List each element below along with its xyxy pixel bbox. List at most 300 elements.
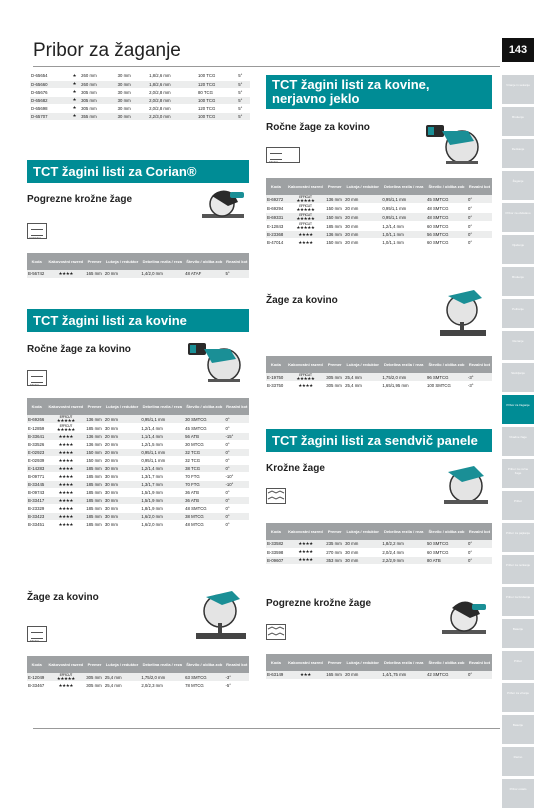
table-cell: D-65707: [30, 112, 68, 120]
table-cell: 0°: [467, 556, 492, 564]
header-divider: [33, 66, 500, 67]
table-row: [266, 382, 492, 390]
table-row: [30, 72, 250, 80]
table-cell: B-33750: [266, 382, 286, 390]
table-cell: 0°: [224, 497, 249, 505]
column-header: Debelina rezila / reza: [381, 356, 426, 373]
table-row: [27, 489, 249, 497]
table-cell: 136 mm: [325, 195, 344, 204]
table-cell: B-69294: [266, 204, 286, 213]
circular-saw-image: [440, 458, 492, 508]
table-cell: 305 mm: [85, 682, 104, 690]
plunge-saw-image-2: [438, 594, 492, 640]
table-cell: 48 MTCG: [184, 521, 224, 529]
column-header: Premer: [85, 253, 104, 270]
table-cell: 20 mm: [344, 239, 381, 247]
quality-rating-cell: ★★★★: [46, 465, 85, 473]
table-cell: B-33423: [27, 513, 46, 521]
table-cell: 165 mm: [85, 270, 104, 278]
table-cell: 165 mm: [325, 671, 344, 679]
side-tab[interactable]: Pribor za žaganje: [502, 395, 534, 424]
table-cell: B-33417: [27, 497, 46, 505]
table-cell: 5°: [237, 104, 250, 112]
column-header: Rezalni kot: [467, 178, 492, 195]
quality-rating-cell: ★★★★: [46, 433, 85, 441]
stainless-chop-saw-image: [436, 286, 490, 340]
quality-rating-cell: ★★★★: [46, 441, 85, 449]
quality-rating-cell: ★★★: [286, 671, 326, 679]
table-cell: 60 SMTCG: [426, 222, 467, 231]
sandwich-panel-icon: [266, 488, 286, 504]
table-header-row: [27, 656, 249, 673]
sandwich-subtitle: Krožne žage: [266, 463, 325, 474]
cordless-stainless-saw-image: [424, 117, 488, 169]
table-cell: 0°: [467, 213, 492, 222]
table-header-row: [266, 356, 492, 373]
table-cell: 150 mm: [325, 204, 344, 213]
table-row: [30, 112, 250, 120]
side-tab[interactable]: Rezanje: [502, 331, 534, 360]
quality-rating-cell: ★★★★: [46, 473, 85, 481]
table-row: [27, 465, 249, 473]
table-row: [266, 556, 492, 564]
side-tab[interactable]: Pribor: [502, 651, 534, 680]
table-cell: 1,0/1,1 mm: [381, 231, 426, 239]
table-cell: D-65654: [30, 72, 68, 80]
table-cell: E-14283: [27, 465, 46, 473]
column-header: Koda: [266, 178, 286, 195]
corian-subtitle: Pogrezne krožne žage: [27, 194, 133, 205]
table-cell: 38 MTCG: [184, 513, 224, 521]
quality-rating-cell: ★★★★: [46, 457, 85, 465]
quality-rating-cell: EFFICUT ★★★★★: [46, 415, 85, 424]
table-row: [27, 449, 249, 457]
table-row: [30, 104, 250, 112]
stainless-subtitle: Ročne žage za kovino: [266, 122, 370, 133]
table-cell: 1,8/1,9 mm: [140, 505, 184, 513]
table-cell: 20 mm: [104, 457, 141, 465]
table-cell: 0°: [467, 222, 492, 231]
table-cell: 136 mm: [85, 441, 104, 449]
table-cell: -3°: [224, 673, 249, 682]
table-row: [27, 473, 249, 481]
table-cell: 5°: [237, 80, 250, 88]
column-header: Debelina rezila / reza: [140, 656, 184, 673]
quality-rating-cell: EFFICUT ★★★★★: [46, 424, 85, 433]
side-tab[interactable]: Vrtanje in sekanje: [502, 75, 534, 104]
table-cell: 1,75/2,0 mm: [381, 373, 426, 382]
column-header: Koda: [266, 356, 286, 373]
plunge-spec-table: [266, 654, 492, 680]
column-header: Koda: [266, 523, 286, 540]
table-cell: 30 mm: [117, 112, 148, 120]
table-cell: 30 mm: [104, 473, 141, 481]
quality-rating-cell: ★: [68, 112, 80, 120]
table-cell: 70 FTG: [184, 473, 224, 481]
table-cell: 1,4/1,75 mm: [381, 671, 426, 679]
table-cell: 20 mm: [344, 204, 381, 213]
column-header: Luknja / reduktor: [104, 253, 141, 270]
table-cell: 5°: [224, 270, 249, 278]
table-cell: 80 ATB: [426, 556, 467, 564]
table-cell: 0°: [224, 465, 249, 473]
chop-saw-image: [192, 585, 250, 643]
side-tab[interactable]: Skobljanje: [502, 363, 534, 392]
table-row: [27, 457, 249, 465]
column-header: Koda: [266, 654, 286, 671]
table-cell: 5°: [237, 96, 250, 104]
table-cell: -3°: [467, 373, 492, 382]
table-row: [266, 373, 492, 382]
table-cell: B-23329: [27, 505, 46, 513]
table-cell: 136 mm: [85, 433, 104, 441]
table-cell: 60 SMTCG: [426, 239, 467, 247]
side-tab[interactable]: Pribor za brušenje: [502, 587, 534, 616]
table-row: [27, 682, 249, 690]
column-header: Koda: [27, 253, 46, 270]
column-header: Rezalni kot: [224, 398, 249, 415]
table-cell: 30 mm: [344, 548, 381, 556]
side-tab[interactable]: Pribor: [502, 491, 534, 520]
table-cell: B-33526: [27, 441, 46, 449]
table-cell: 0,95/1,1 mm: [140, 457, 184, 465]
table-cell: 150 mm: [325, 239, 344, 247]
table-row: [27, 673, 249, 682]
table-cell: 0°: [224, 513, 249, 521]
quality-rating-cell: ★★★★: [46, 489, 85, 497]
plunge-saw-image: [198, 184, 250, 224]
side-category-tabs: [502, 75, 534, 811]
table-row: [27, 497, 249, 505]
table-cell: 120 TCG: [197, 80, 237, 88]
table-cell: 1,8/2,2 mm: [381, 540, 426, 548]
stainless-title-line2: nerjavno jeklo: [272, 91, 360, 106]
table-cell: 0°: [467, 671, 492, 679]
table-cell: 0,95/1,1 mm: [140, 449, 184, 457]
table-cell: 0°: [224, 449, 249, 457]
quality-rating-cell: EFFICUT ★★★★★: [286, 195, 326, 204]
table-cell: 25,4 mm: [104, 682, 141, 690]
table-row: [27, 481, 249, 489]
page-title: Pribor za žaganje: [33, 40, 181, 61]
section-corian-title: TCT žagini listi za Corian®: [27, 160, 249, 183]
table-cell: 30 mm: [344, 222, 381, 231]
column-header: Rezalni kot: [467, 654, 492, 671]
page-header: [0, 0, 500, 72]
table-cell: D-65676: [30, 88, 68, 96]
plunge-subtitle: Pogrezne krožne žage: [266, 598, 372, 609]
stainless-spec-table: [266, 178, 492, 247]
side-tab[interactable]: Vbadne žage: [502, 427, 534, 456]
table-cell: 20 mm: [104, 449, 141, 457]
table-cell: 305 mm: [85, 673, 104, 682]
quality-rating-cell: ★★★★: [46, 521, 85, 529]
table-cell: 100 TCG: [197, 72, 237, 80]
side-tab[interactable]: Baterije: [502, 619, 534, 648]
table-cell: 30 mm: [344, 556, 381, 564]
table-cell: 2,0/2,3 mm: [140, 682, 184, 690]
metal-icon-label: METAL: [30, 383, 40, 387]
table-cell: 150 mm: [85, 457, 104, 465]
table-cell: 1,3/1,7 mm: [140, 473, 184, 481]
table-cell: 20 mm: [344, 213, 381, 222]
quality-rating-cell: EFFICUT ★★★★★: [286, 222, 326, 231]
table-cell: D-65660: [30, 80, 68, 88]
table-cell: 0°: [224, 424, 249, 433]
table-cell: 235 mm: [325, 540, 344, 548]
side-tab[interactable]: Pribor za pajkanje: [502, 523, 534, 552]
table-cell: 80 TCG: [197, 88, 237, 96]
table-cell: 96 SMTCG: [426, 373, 467, 382]
quality-rating-cell: ★★★★: [286, 548, 326, 556]
table-cell: 270 mm: [325, 548, 344, 556]
table-cell: 353 mm: [325, 556, 344, 564]
stainless-chop-spec-table: [266, 356, 492, 390]
table-cell: E-02939: [27, 457, 46, 465]
table-cell: B-69331: [266, 213, 286, 222]
column-header: Kakovostni razred: [46, 253, 85, 270]
table-cell: 20 mm: [104, 415, 141, 424]
table-cell: 1,4/2,0 mm: [140, 270, 184, 278]
column-header: Kakovostni razred: [286, 654, 326, 671]
table-cell: 0°: [224, 489, 249, 497]
table-cell: 30 mm: [104, 497, 141, 505]
table-cell: 1,8/2,6 mm: [148, 80, 197, 88]
footer-divider: [33, 728, 500, 729]
quality-rating-cell: ★★★★: [46, 270, 85, 278]
table-cell: 70 FTG: [184, 481, 224, 489]
quality-rating-cell: EFFICUT ★★★★★: [46, 673, 85, 682]
column-header: Premer: [325, 356, 344, 373]
table-cell: 56 SMTCG: [426, 231, 467, 239]
column-header: Luknja / reduktor: [344, 356, 381, 373]
quality-rating-cell: ★: [68, 72, 80, 80]
table-cell: D-65698: [30, 104, 68, 112]
column-header: Debelina rezila / reza: [381, 523, 426, 540]
cordless-metal-saw-image: [186, 335, 250, 387]
table-cell: 20 mm: [344, 231, 381, 239]
table-cell: 20 mm: [104, 433, 141, 441]
column-header: Kakovostni razred: [286, 178, 326, 195]
section-stainless-title: [266, 75, 492, 109]
table-cell: 0°: [224, 457, 249, 465]
table-cell: 30 mm: [104, 505, 141, 513]
table-cell: 1,2/1,4 mm: [140, 424, 184, 433]
table-cell: 0,95/1,1 mm: [381, 195, 426, 204]
table-cell: B-09771: [27, 473, 46, 481]
quality-rating-cell: ★★★★: [46, 682, 85, 690]
table-cell: 0°: [224, 415, 249, 424]
table-cell: 30 mm: [104, 513, 141, 521]
table-cell: 136 mm: [325, 231, 344, 239]
section-metal-title: TCT žagini listi za kovine: [27, 309, 249, 332]
table-row: [266, 239, 492, 247]
table-cell: -10°: [224, 473, 249, 481]
table-cell: 60 SMTCG: [426, 548, 467, 556]
table-row: [27, 424, 249, 433]
column-header: Luknja / reduktor: [344, 654, 381, 671]
stainless-chop-subtitle: Žage za kovino: [266, 295, 338, 306]
table-cell: 305 mm: [80, 96, 116, 104]
table-cell: 0°: [224, 505, 249, 513]
table-cell: 48 SMTCG: [426, 213, 467, 222]
table-cell: 45 SMTCG: [184, 424, 224, 433]
column-header: Kakovostni razred: [286, 356, 326, 373]
table-cell: B-33467: [27, 682, 46, 690]
table-cell: B-69272: [266, 195, 286, 204]
table-cell: B-33451: [27, 521, 46, 529]
column-header: Število / oblika zob: [426, 523, 467, 540]
table-cell: 2,0/2,8 mm: [148, 88, 197, 96]
table-cell: 1,6/2,0 mm: [140, 521, 184, 529]
table-cell: 30 mm: [104, 489, 141, 497]
column-header: Debelina rezila / reza: [140, 253, 184, 270]
quality-rating-cell: ★★★★: [286, 239, 326, 247]
column-header: Število / oblika zob: [184, 656, 224, 673]
side-tab[interactable]: Brušenje: [502, 107, 534, 136]
table-row: [266, 222, 492, 231]
table-cell: 20 mm: [344, 195, 381, 204]
table-cell: 48 ATAF: [184, 270, 224, 278]
table-cell: 0°: [224, 521, 249, 529]
column-header: Debelina rezila / reza: [140, 398, 184, 415]
table-cell: 30 SMTCG: [184, 415, 224, 424]
table-cell: 20 mm: [344, 671, 381, 679]
quality-rating-cell: ★: [68, 104, 80, 112]
table-cell: B-09607: [266, 556, 286, 564]
side-tab[interactable]: Pribor ostalo: [502, 779, 534, 808]
side-tab[interactable]: Pribor za obdelavo: [502, 203, 534, 232]
side-tab[interactable]: Brušenje: [502, 267, 534, 296]
table-cell: 305 mm: [325, 382, 344, 390]
table-cell: 0°: [467, 540, 492, 548]
table-cell: 20 mm: [104, 441, 141, 449]
side-tab[interactable]: Pribor za vrtanje: [502, 683, 534, 712]
table-cell: 2,0/2,8 mm: [148, 104, 197, 112]
table-cell: 100 SMTCG: [426, 382, 467, 390]
table-cell: 150 mm: [85, 449, 104, 457]
table-cell: 5°: [237, 88, 250, 96]
table-cell: 1,2/1,5 mm: [140, 441, 184, 449]
table-row: [266, 195, 492, 204]
table-cell: 30 mm: [104, 481, 141, 489]
table-row: [27, 521, 249, 529]
column-header: Debelina rezila / reza: [381, 178, 426, 195]
metal-chop-icon-label: METAL: [30, 639, 40, 643]
side-tab[interactable]: Pribor za rezkanje: [502, 555, 534, 584]
column-header: Rezalni kot: [467, 523, 492, 540]
column-header: Luknja / reduktor: [104, 656, 141, 673]
table-cell: -3°: [467, 382, 492, 390]
table-cell: E-02923: [27, 449, 46, 457]
table-cell: 45 SMTCG: [426, 195, 467, 204]
table-row: [266, 540, 492, 548]
column-header: Kakovostni razred: [286, 523, 326, 540]
quality-rating-cell: ★★★★: [286, 540, 326, 548]
table-cell: E-12843: [266, 222, 286, 231]
table-cell: 30 mm: [117, 80, 148, 88]
table-cell: 150 mm: [325, 213, 344, 222]
quality-rating-cell: ★★★★: [286, 556, 326, 564]
table-cell: 1,3/1,7 mm: [140, 481, 184, 489]
table-cell: 63 SMTCG: [184, 673, 224, 682]
table-cell: 0°: [467, 204, 492, 213]
table-cell: B-47014: [266, 239, 286, 247]
metal-circular-spec-table: [27, 398, 249, 529]
table-row: [30, 88, 250, 96]
table-cell: 305 mm: [80, 88, 116, 96]
table-cell: 185 mm: [325, 222, 344, 231]
table-cell: 30 mm: [117, 72, 148, 80]
table-row: [27, 433, 249, 441]
side-tab[interactable]: Razno: [502, 747, 534, 776]
table-cell: 100 TCG: [197, 112, 237, 120]
continued-spec-table: [30, 72, 250, 121]
table-cell: 25,4 mm: [344, 373, 381, 382]
table-header-row: [27, 398, 249, 415]
table-cell: 1,1/1,4 mm: [140, 433, 184, 441]
table-cell: 1,2/1,4 mm: [381, 222, 426, 231]
column-header: Število / oblika zob: [426, 356, 467, 373]
table-cell: 260 mm: [80, 72, 116, 80]
side-tab[interactable]: Rezkanje: [502, 139, 534, 168]
table-cell: 32 TCG: [184, 457, 224, 465]
column-header: Kakovostni razred: [46, 398, 85, 415]
side-tab[interactable]: Žaganje: [502, 171, 534, 200]
column-header: Rezalni kot: [224, 656, 249, 673]
side-tab[interactable]: Poliranje: [502, 299, 534, 328]
table-cell: 0°: [467, 239, 492, 247]
side-tab[interactable]: Vijačenje: [502, 235, 534, 264]
table-cell: 1,65/1,95 mm: [381, 382, 426, 390]
table-cell: 185 mm: [85, 513, 104, 521]
table-cell: 185 mm: [85, 424, 104, 433]
table-row: [27, 415, 249, 424]
quality-rating-cell: EFFICUT ★★★★★: [286, 373, 326, 382]
table-header-row: [266, 178, 492, 195]
table-cell: 30 mm: [117, 104, 148, 112]
column-header: Koda: [27, 398, 46, 415]
table-cell: 1,5/1,9 mm: [140, 489, 184, 497]
table-cell: 2,0/2,8 mm: [148, 96, 197, 104]
table-cell: 30 mm: [344, 540, 381, 548]
table-row: [266, 671, 492, 679]
table-cell: 120 TCG: [197, 104, 237, 112]
metal-chop-spec-table: [27, 656, 249, 690]
table-cell: 2,2/2,9 mm: [381, 556, 426, 564]
table-cell: 30 mm: [104, 521, 141, 529]
table-cell: 36 ATB: [184, 497, 224, 505]
table-cell: B-33445: [27, 481, 46, 489]
metal-circular-subtitle: Ročne žage za kovino: [27, 344, 131, 355]
table-row: [27, 270, 249, 278]
table-cell: D-65682: [30, 96, 68, 104]
table-cell: 0°: [467, 195, 492, 204]
side-tab[interactable]: Baterije: [502, 715, 534, 744]
table-cell: 48 SMTCG: [426, 204, 467, 213]
quality-rating-cell: ★: [68, 88, 80, 96]
table-cell: 305 mm: [80, 104, 116, 112]
column-header: Premer: [325, 523, 344, 540]
table-cell: 185 mm: [85, 473, 104, 481]
quality-rating-cell: ★★★★: [46, 505, 85, 513]
quality-rating-cell: ★★★★: [46, 449, 85, 457]
side-tab[interactable]: Pribor za ročne žage: [502, 459, 534, 488]
quality-rating-cell: EFFICUT ★★★★★: [286, 213, 326, 222]
table-cell: 5°: [237, 72, 250, 80]
stainless-title-line1: TCT žagini listi za kovine,: [272, 77, 430, 92]
table-cell: 136 mm: [85, 415, 104, 424]
